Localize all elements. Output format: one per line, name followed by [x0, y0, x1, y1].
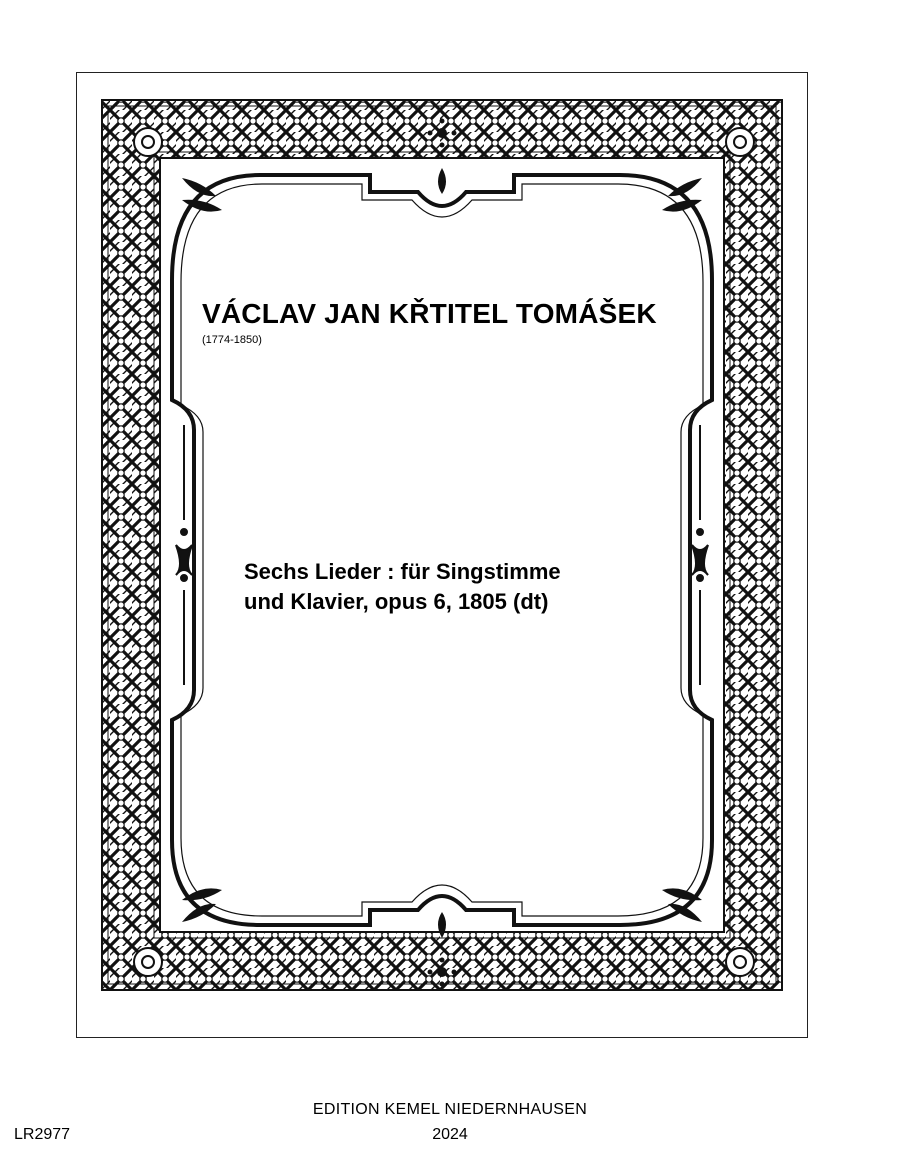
composer-name: VÁCLAV JAN KŘTITEL TOMÁŠEK [202, 298, 657, 329]
publication-year: 2024 [432, 1126, 468, 1143]
composer-dates: (1774-1850) [202, 334, 262, 346]
work-title-line-2: und Klavier, opus 6, 1805 (dt) [244, 589, 549, 614]
work-title [244, 557, 561, 617]
catalog-number: LR2977 [14, 1126, 71, 1143]
work-title-line-1: Sechs Lieder : für Singstimme [244, 559, 561, 584]
cartouche-panel [172, 175, 712, 925]
publisher-name: EDITION KEMEL NIEDERNHAUSEN [312, 1101, 588, 1118]
